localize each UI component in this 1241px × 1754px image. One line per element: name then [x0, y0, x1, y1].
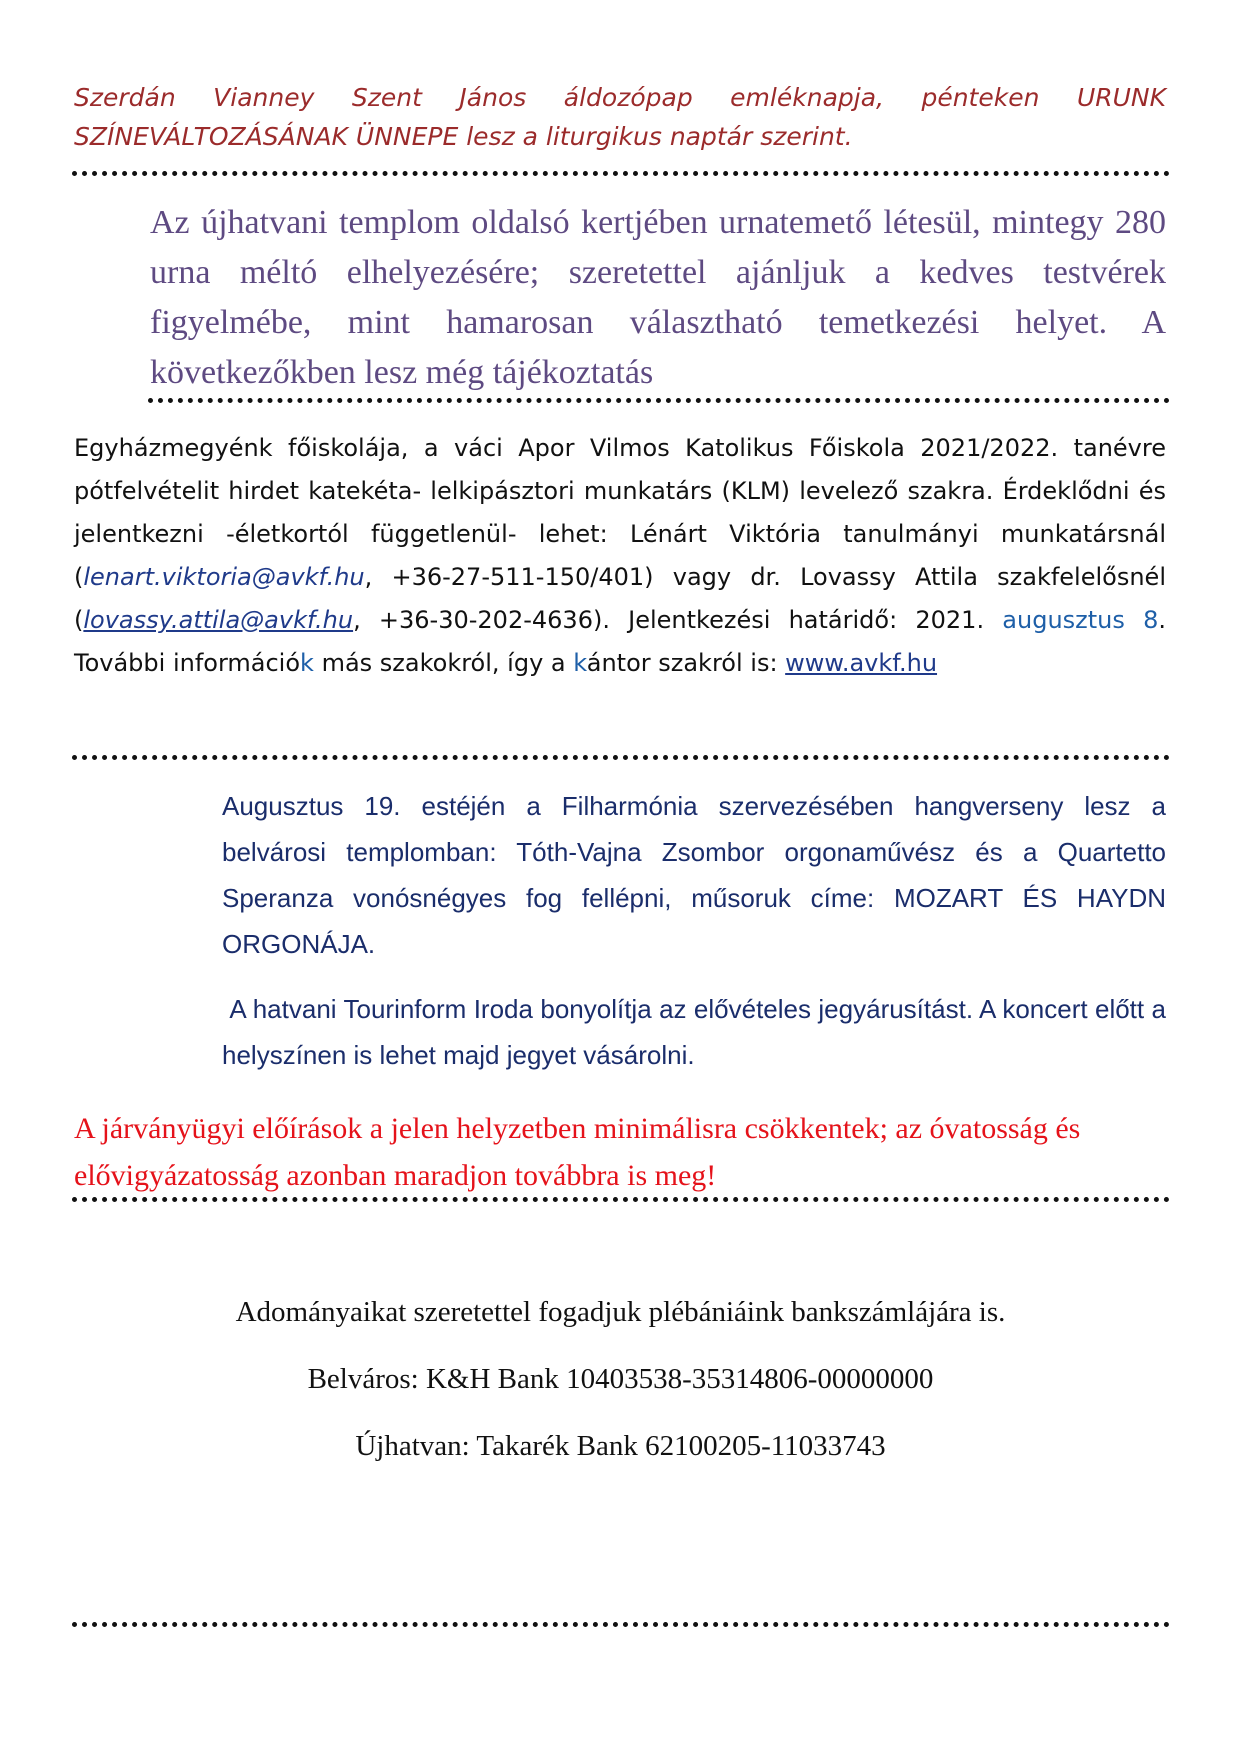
dotted-divider	[148, 398, 1170, 403]
urn-cemetery-notice: Az újhatvani templom oldalsó kertjében urnatemető létesül, mintegy 280 urna méltó elhelyezésére; szeretettel ajánljuk a kedves testvérek figyelmébe, mint hamarosan választható temetkezési helyet. A következőkben lesz még tájékoztatás	[150, 204, 1166, 391]
concert-notice: Augusztus 19. estéjén a Filharmónia szervezésében hangverseny lesz a belvárosi templomban: Tóth-Vajna Zsombor orgonaművész és a Quartetto Speranza vonósnégyes fog fellépni, műsoruk címe: MOZART ÉS HAYDN ORGONÁJA.	[222, 791, 1166, 959]
email-link-lovassy[interactable]: lovassy.attila@avkf.hu	[83, 606, 354, 634]
dotted-divider	[72, 1622, 1170, 1627]
college-admission-notice	[74, 427, 1166, 685]
feast-days-notice: Szerdán Vianney Szent János áldozópap emléknapja, pénteken URUNK SZÍNEVÁLTOZÁSÁNAK ÜNNEPE lesz a liturgikus naptár szerint.	[74, 83, 1166, 151]
dotted-divider	[72, 1197, 1170, 1202]
admission-text: . További információ	[74, 606, 1166, 677]
ticket-sales-notice	[222, 986, 1166, 1078]
pandemic-notice: A járványügyi előírások a jelen helyzetben minimálisra csökkentek; az óvatosság és elővigyázatosság azonban maradjon továbbra is meg!	[74, 1112, 1081, 1192]
dotted-divider	[72, 755, 1170, 760]
donation-intro: Adományaikat szeretettel fogadjuk plébániáink bankszámlájára is.	[235, 1296, 1006, 1328]
website-link[interactable]: www.avkf.hu	[785, 649, 938, 677]
bank-account-ujhatvan: Újhatvan: Takarék Bank 62100205-11033743	[355, 1430, 886, 1462]
admission-text: Egyházmegyénk főiskolája, a váci Apor Vilmos Katolikus Főiskola 2021/2022. tanévre pótfelvételit hirdet katekéta- lelkipásztori munkatárs (KLM) levelező szakra. Érdeklődni és jelentkezni -életkortól függetlenül- lehet: Lénárt Viktória tanulmányi munkatársnál (	[74, 434, 1166, 591]
highlight-letter: k	[300, 649, 314, 677]
deadline-date: augusztus 8	[1002, 606, 1159, 634]
admission-text: ántor szakról is:	[586, 649, 786, 677]
admission-text: , +36-27-511-150/401) vagy dr. Lovassy Attila szakfelelősnél (	[74, 563, 1166, 634]
email-link-lenart[interactable]: lenart.viktoria@avkf.hu	[83, 563, 365, 591]
ticket-sales-text: A hatvani Tourinform Iroda bonyolítja az elővételes jegyárusítást. A koncert előtt a helyszínen is lehet majd jegyet vásárolni.	[222, 994, 1166, 1070]
bank-account-belvaros: Belváros: K&H Bank 10403538-35314806-00000000	[307, 1363, 934, 1395]
highlight-letter: k	[573, 649, 587, 677]
admission-text: más szakokról, így a	[313, 649, 574, 677]
admission-text: , +36-30-202-4636). Jelentkezési határidő: 2021.	[353, 606, 1003, 634]
dotted-divider	[72, 171, 1170, 176]
